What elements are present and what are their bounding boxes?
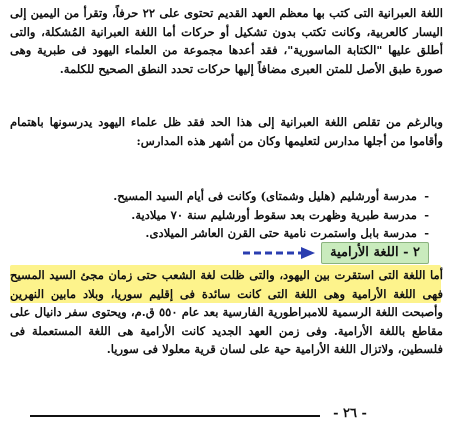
section-heading-row (243, 242, 429, 264)
section-heading: ٢ - اللغة الأرامية (321, 242, 429, 264)
list-item-text: مدرسة أورشليم (هليل وشمتاى) وكانت فى أيام السيد المسيح. (113, 189, 417, 203)
paragraph-text: اللغة العبرانية التى كتب بها معظم العهد القديم تحتوى على ٢٢ حرفاً، وتقرأ من اليمين إلى اليسار كالعربية، وكانت تكتب بدون تشكيل أو حركات أما اللغة العبرانية المُشكلة، والتى أطلق عليها "الكتابة الماسورية"، فقد أعدها مجموعة من العلماء اليهود فى طبرية وهى صورة طبق الأصل للمتن العبرى مضافاً إليها حركات تحدد النطق الصحيح للكلمة. (10, 6, 443, 76)
paragraph-hebrew-decline (10, 113, 443, 150)
list-item (14, 187, 429, 206)
schools-list (14, 187, 429, 243)
page-number: - ٢٦ - (333, 406, 367, 421)
arrow-right-icon (243, 247, 315, 259)
list-marker: - (424, 207, 429, 222)
list-item-text: مدرسة طبرية وظهرت بعد سقوط أورشليم سنة ٧٠ ميلادية. (131, 207, 417, 222)
paragraph-text: أما اللغة التى استقرت بين اليهود، والتى ظلت لغة الشعب حتى زمان مجئ السيد المسيح فهى اللغة الأرامية وهى اللغة التى كانت سائدة فى إقليم سوريا، وبلاد مابين النهرين وأصبحت اللغة الرسمية للامبراطورية الفارسية بعد عام ٥٥٠ ق.م، ويحتوى سفر دانيال على مقاطع باللغة الأرامية. وفى زمن العهد الجديد كانت الأرامية هى اللغة المستعملة فى فلسطين، ولاتزال اللغة الأرامية حية على لسان قرية معلولا فى سوريا. (10, 268, 443, 357)
list-item (14, 224, 429, 243)
list-item-text: مدرسة بابل واستمرت نامية حتى القرن العاشر الميلادى. (145, 226, 417, 241)
paragraph-aramaic (10, 266, 443, 359)
paragraph-text: وبالرغم من تقلص اللغة العبرانية إلى هذا الحد فقد ظل علماء اليهود يدرسونها باهتمام وأقاموا من أجلها مدارس لتعليمها وكان من أشهر هذه المدارس: (10, 115, 443, 148)
list-marker: - (424, 189, 429, 203)
footer-rule (30, 415, 320, 417)
list-item (14, 206, 429, 225)
paragraph-hebrew-intro (10, 4, 443, 78)
list-marker: - (424, 226, 429, 241)
